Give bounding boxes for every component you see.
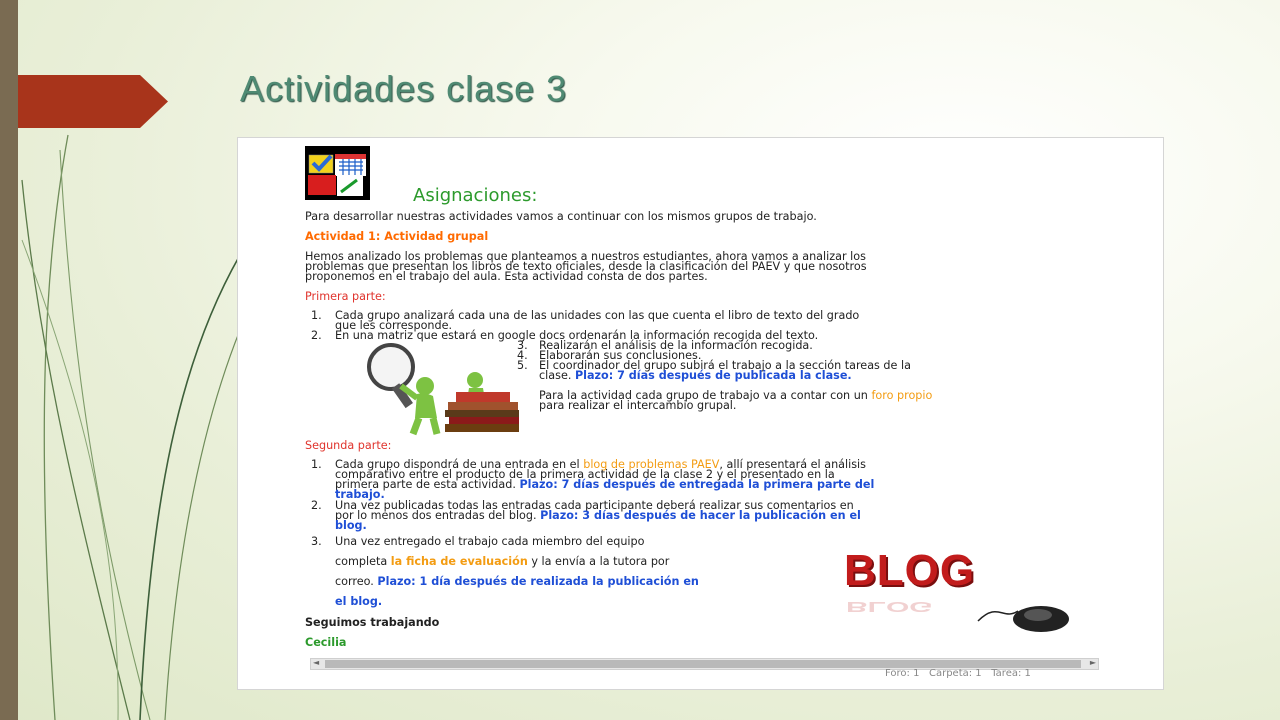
part2-item-3-line-2 (335, 557, 669, 568)
list-number: 4. (517, 349, 528, 362)
closing-text: Seguimos trabajando (305, 616, 440, 629)
part2-item-1-text-c: primera parte de esta actividad. (335, 478, 516, 491)
intro-text: Para desarrollar nuestras actividades vamos a continuar con los mismos grupos de trabajo. (305, 210, 817, 223)
part2-item-3-line-3 (335, 577, 699, 588)
part-two-title: Segunda parte: (305, 439, 392, 452)
magnifier-figure-books-image (353, 342, 523, 438)
evaluation-form-link[interactable]: la ficha de evaluación (390, 555, 528, 568)
assignment-calendar-icon (305, 146, 370, 200)
scroll-left-arrow-icon[interactable]: ◄ (313, 658, 320, 667)
part2-item-2-deadline: Plazo: 3 días después de hacer la publicación en el (540, 509, 861, 522)
part1-item-2: En una matriz que estará en google docs ordenarán la información recogida del texto. (335, 329, 819, 342)
part1-item-5-line-2 (539, 371, 852, 382)
document-screenshot-panel (237, 137, 1164, 690)
part2-item-1-deadline: Plazo: 7 días después de entregada la primera parte del (519, 478, 875, 491)
list-number: 1. (311, 458, 322, 471)
part1-item-5-line-1: El coordinador del grupo subirá el trabajo a la sección tareas de la (539, 359, 911, 372)
part2-item-3-text: completa (335, 555, 388, 568)
part1-item-4: Elaborarán sus conclusiones. (539, 349, 702, 362)
task-count: Tarea: 1 (991, 668, 1031, 679)
list-number: 5. (517, 359, 528, 372)
list-number: 1. (311, 309, 322, 322)
signature: Cecilia (305, 636, 347, 649)
part1-item-1-line-1: Cada grupo analizará cada una de las unidades con las que cuenta el libro de texto del grado (335, 309, 860, 322)
blog-image-text: BLOG (844, 546, 976, 595)
part2-item-3-text-b: y la envía a la tutora por (531, 555, 670, 568)
list-number: 3. (311, 535, 322, 548)
svg-text:BLOG: BLOG (846, 598, 933, 615)
part2-item-1-text: Cada grupo dispondrá de una entrada en el (335, 458, 580, 471)
activity-description-line-1: Hemos analizado los problemas que planteamos a nuestros estudiantes, ahora vamos a analizar los (305, 250, 866, 263)
activity-description-line-2: problemas que presentan los libros de texto oficiales, desde la clasificación del PAEV y que nosotros (305, 260, 867, 273)
blog-image (838, 546, 1088, 639)
list-number: 2. (311, 499, 322, 512)
folder-count: Carpeta: 1 (928, 668, 982, 679)
title-arrow-shape (18, 75, 168, 128)
forum-line-2: para realizar el intercambio grupal. (539, 399, 737, 412)
part2-item-1-text-b: , allí presentará el análisis (719, 458, 866, 471)
scroll-right-arrow-icon[interactable]: ► (1089, 658, 1096, 667)
list-number: 3. (517, 339, 528, 352)
part1-item-1-line-2: que les corresponde. (335, 319, 453, 332)
list-number: 2. (311, 329, 322, 342)
forum-link[interactable]: foro propio (871, 389, 933, 402)
part1-item-5-text: clase. (539, 369, 572, 382)
part1-item-3: Realizarán el análisis de la información recogida. (539, 339, 813, 352)
slide-title: Actividades clase 3 (240, 68, 568, 109)
part2-item-1-deadline-cont: trabajo. (335, 488, 385, 501)
scrollbar-thumb[interactable] (325, 660, 1081, 668)
part2-item-2-text: por lo menos dos entradas del blog. (335, 509, 537, 522)
part2-item-3-text-c: correo. (335, 575, 374, 588)
part2-item-2-deadline-cont: blog. (335, 519, 367, 532)
blog-mouse-graphic (838, 591, 1088, 641)
blog-link[interactable]: blog de problemas PAEV (583, 458, 720, 471)
part2-item-1-line-2: comparativo entre el producto de la primera actividad de la clase 2 y el presentado en la (335, 468, 835, 481)
part2-item-1-line-3 (335, 480, 874, 491)
part2-item-3-deadline: Plazo: 1 día después de realizada la publicación en (377, 575, 699, 588)
activity-description-line-3: proponemos en el trabajo del aula. Esta actividad consta de dos partes. (305, 270, 708, 283)
part2-item-3-line-1: Una vez entregado el trabajo cada miembro del equipo (335, 535, 645, 548)
part-one-title: Primera parte: (305, 290, 386, 303)
forum-text: Para la actividad cada grupo de trabajo va a contar con un (539, 389, 868, 402)
part2-item-2-line-2 (335, 511, 861, 522)
part2-item-3-deadline-cont: el blog. (335, 595, 383, 608)
status-footer (885, 668, 1031, 679)
assignments-heading: Asignaciones: (413, 185, 538, 206)
part2-item-2-line-1: Una vez publicadas todas las entradas cada participante deberá realizar sus comentarios en (335, 499, 854, 512)
part1-deadline: Plazo: 7 días después de publicada la clase. (574, 369, 852, 382)
forum-count: Foro: 1 (885, 668, 920, 679)
activity-title: Actividad 1: Actividad grupal (305, 230, 489, 243)
